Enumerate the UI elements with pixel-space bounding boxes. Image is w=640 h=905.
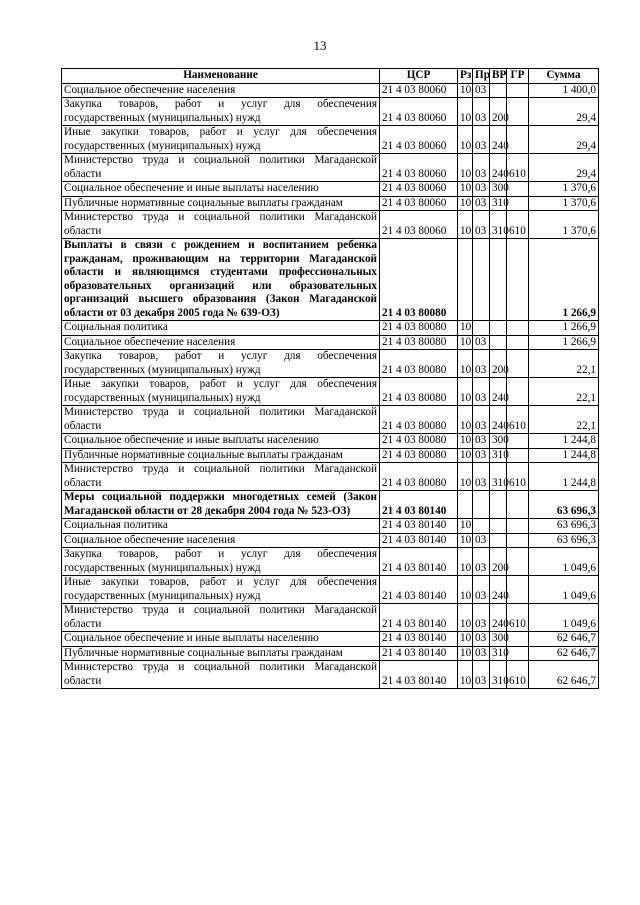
cell-csr: 21 4 03 80080 [380,378,458,406]
cell-sum: 1 266,9 [529,335,599,350]
cell-pr [473,519,490,534]
cell-csr: 21 4 03 80140 [380,576,458,604]
cell-sum: 1 400,0 [529,83,599,98]
cell-rz: 10 [458,463,473,491]
table-row [62,548,599,576]
cell-pr: 03 [473,661,490,689]
cell-rz: 10 [458,126,473,154]
table-row [62,646,599,661]
cell-sum: 1 049,6 [529,604,599,632]
table-row [62,632,599,647]
cell-rz: 10 [458,211,473,239]
table-header-row [62,69,599,84]
cell-rz: 10 [458,196,473,211]
cell-gr: 610 [507,661,529,689]
cell-name: Социальное обеспечение и иные выплаты населению [62,632,380,647]
cell-vr: 310 [490,661,507,689]
header-name: Наименование [62,69,380,84]
table-row [62,211,599,239]
cell-name: Министерство труда и социальной политики Магаданской области [62,211,380,239]
cell-csr: 21 4 03 80140 [380,646,458,661]
cell-name: Публичные нормативные социальные выплаты гражданам [62,448,380,463]
cell-sum: 1 244,8 [529,434,599,449]
page-number: 13 [313,38,327,53]
table-row [62,434,599,449]
cell-csr: 21 4 03 80080 [380,321,458,336]
cell-sum: 1 266,9 [529,321,599,336]
cell-csr: 21 4 03 80080 [380,239,458,321]
cell-vr [490,519,507,534]
cell-gr [507,576,529,604]
cell-rz [458,491,473,519]
table-row [62,83,599,98]
cell-name: Меры социальной поддержки многодетных семей (Закон Магаданской области от 28 декабря 2004 года № 523-ОЗ) [62,491,380,519]
table-row [62,604,599,632]
cell-vr: 310 [490,448,507,463]
cell-pr: 03 [473,434,490,449]
cell-gr: 610 [507,154,529,182]
cell-vr [490,533,507,548]
cell-sum: 1 370,6 [529,196,599,211]
cell-csr: 21 4 03 80080 [380,434,458,449]
cell-pr: 03 [473,463,490,491]
cell-vr: 240 [490,576,507,604]
cell-sum: 62 646,7 [529,632,599,647]
cell-pr: 03 [473,646,490,661]
header-sum: Сумма [529,69,599,84]
cell-pr: 03 [473,632,490,647]
cell-vr: 240 [490,406,507,434]
header-csr: ЦСР [380,69,458,84]
cell-csr: 21 4 03 80140 [380,661,458,689]
cell-gr: 610 [507,406,529,434]
cell-pr: 03 [473,576,490,604]
cell-vr [490,335,507,350]
cell-sum: 63 696,3 [529,533,599,548]
cell-gr [507,321,529,336]
cell-pr: 03 [473,350,490,378]
cell-gr [507,182,529,197]
header-gr: ГР [507,69,529,84]
cell-vr: 200 [490,98,507,126]
cell-rz: 10 [458,519,473,534]
cell-gr [507,196,529,211]
cell-gr [507,98,529,126]
cell-name: Министерство труда и социальной политики Магаданской области [62,154,380,182]
cell-gr [507,533,529,548]
cell-vr: 300 [490,182,507,197]
cell-gr [507,448,529,463]
cell-csr: 21 4 03 80140 [380,519,458,534]
cell-name: Публичные нормативные социальные выплаты гражданам [62,646,380,661]
cell-name: Министерство труда и социальной политики Магаданской области [62,463,380,491]
cell-name: Социальная политика [62,519,380,534]
cell-name: Социальная политика [62,321,380,336]
cell-csr: 21 4 03 80080 [380,350,458,378]
cell-csr: 21 4 03 80060 [380,211,458,239]
cell-gr [507,239,529,321]
table-row [62,533,599,548]
cell-pr: 03 [473,211,490,239]
table-row [62,576,599,604]
cell-pr: 03 [473,406,490,434]
cell-rz: 10 [458,154,473,182]
cell-sum: 1 049,6 [529,576,599,604]
cell-rz: 10 [458,448,473,463]
table-row [62,491,599,519]
table-row [62,448,599,463]
cell-gr [507,632,529,647]
cell-gr [507,83,529,98]
cell-rz: 10 [458,661,473,689]
cell-gr [507,378,529,406]
cell-pr: 03 [473,335,490,350]
cell-vr: 300 [490,632,507,647]
cell-rz: 10 [458,646,473,661]
cell-sum: 63 696,3 [529,491,599,519]
cell-vr: 240 [490,378,507,406]
cell-csr: 21 4 03 80080 [380,448,458,463]
cell-name: Закупка товаров, работ и услуг для обеспечения государственных (муниципальных) нужд [62,98,380,126]
table-row [62,239,599,321]
cell-name: Социальное обеспечение населения [62,533,380,548]
cell-rz: 10 [458,548,473,576]
table-row [62,406,599,434]
cell-vr [490,491,507,519]
cell-sum: 22,1 [529,350,599,378]
cell-pr: 03 [473,604,490,632]
cell-csr: 21 4 03 80060 [380,154,458,182]
budget-table [61,68,599,689]
cell-rz: 10 [458,434,473,449]
cell-rz: 10 [458,576,473,604]
cell-name: Министерство труда и социальной политики Магаданской области [62,604,380,632]
cell-sum: 1 370,6 [529,182,599,197]
cell-name: Публичные нормативные социальные выплаты гражданам [62,196,380,211]
cell-csr: 21 4 03 80140 [380,491,458,519]
cell-sum: 29,4 [529,126,599,154]
cell-vr: 300 [490,434,507,449]
cell-rz: 10 [458,406,473,434]
cell-sum: 1 244,8 [529,448,599,463]
table-row [62,335,599,350]
cell-sum: 1 266,9 [529,239,599,321]
cell-csr: 21 4 03 80140 [380,548,458,576]
cell-vr: 310 [490,646,507,661]
cell-csr: 21 4 03 80080 [380,463,458,491]
table-row [62,321,599,336]
cell-sum: 63 696,3 [529,519,599,534]
cell-pr [473,239,490,321]
cell-name: Социальное обеспечение и иные выплаты населению [62,182,380,197]
cell-sum: 1 370,6 [529,211,599,239]
cell-rz: 10 [458,182,473,197]
cell-gr [507,434,529,449]
cell-pr: 03 [473,548,490,576]
table-body [62,83,599,689]
cell-csr: 21 4 03 80060 [380,182,458,197]
table-row [62,519,599,534]
cell-pr [473,321,490,336]
cell-sum: 62 646,7 [529,646,599,661]
cell-pr: 03 [473,83,490,98]
cell-name: Социальное обеспечение населения [62,335,380,350]
cell-csr: 21 4 03 80060 [380,83,458,98]
cell-sum: 29,4 [529,98,599,126]
table-row [62,196,599,211]
cell-sum: 1 244,8 [529,463,599,491]
cell-csr: 21 4 03 80060 [380,98,458,126]
cell-csr: 21 4 03 80140 [380,533,458,548]
cell-sum: 1 049,6 [529,548,599,576]
cell-gr [507,548,529,576]
cell-gr: 610 [507,463,529,491]
cell-rz: 10 [458,83,473,98]
cell-gr [507,646,529,661]
cell-rz: 10 [458,98,473,126]
cell-pr: 03 [473,378,490,406]
cell-name: Социальное обеспечение населения [62,83,380,98]
cell-csr: 21 4 03 80140 [380,604,458,632]
cell-rz [458,239,473,321]
cell-name: Выплаты в связи с рождением и воспитанием ребенка гражданам, проживающим на территории Магаданской области и являющимся студентами профессиональных образовательных организаций или образовательных организаций высшего образования (Закон Магаданской области от 03 декабря 2005 года № 639-ОЗ) [62,239,380,321]
table-row [62,463,599,491]
cell-gr [507,126,529,154]
cell-pr: 03 [473,126,490,154]
cell-pr: 03 [473,448,490,463]
cell-name: Иные закупки товаров, работ и услуг для обеспечения государственных (муниципальных) нужд [62,576,380,604]
cell-gr: 610 [507,604,529,632]
table-row [62,126,599,154]
cell-gr [507,519,529,534]
cell-pr: 03 [473,182,490,197]
cell-name: Иные закупки товаров, работ и услуг для обеспечения государственных (муниципальных) нужд [62,126,380,154]
cell-vr [490,83,507,98]
cell-pr: 03 [473,533,490,548]
header-pr: Пр [473,69,490,84]
header-rz: Рз [458,69,473,84]
cell-rz: 10 [458,632,473,647]
cell-sum: 22,1 [529,378,599,406]
table-row [62,154,599,182]
cell-gr: 610 [507,211,529,239]
table-row [62,378,599,406]
cell-vr: 240 [490,604,507,632]
cell-sum: 22,1 [529,406,599,434]
cell-csr: 21 4 03 80060 [380,126,458,154]
cell-gr [507,350,529,378]
cell-vr: 310 [490,463,507,491]
cell-vr: 240 [490,126,507,154]
cell-gr [507,491,529,519]
cell-rz: 10 [458,378,473,406]
cell-pr: 03 [473,98,490,126]
cell-csr: 21 4 03 80140 [380,632,458,647]
cell-rz: 10 [458,604,473,632]
table-row [62,182,599,197]
cell-csr: 21 4 03 80080 [380,406,458,434]
header-vr: ВР [490,69,507,84]
cell-vr: 240 [490,154,507,182]
table-row [62,98,599,126]
cell-vr [490,321,507,336]
cell-vr: 310 [490,211,507,239]
cell-gr [507,335,529,350]
cell-csr: 21 4 03 80080 [380,335,458,350]
table-row [62,350,599,378]
cell-pr: 03 [473,196,490,211]
cell-vr: 310 [490,196,507,211]
cell-name: Иные закупки товаров, работ и услуг для обеспечения государственных (муниципальных) нужд [62,378,380,406]
cell-vr [490,239,507,321]
cell-vr: 200 [490,548,507,576]
cell-vr: 200 [490,350,507,378]
cell-name: Закупка товаров, работ и услуг для обеспечения государственных (муниципальных) нужд [62,350,380,378]
cell-rz: 10 [458,350,473,378]
cell-pr [473,491,490,519]
cell-name: Социальное обеспечение и иные выплаты населению [62,434,380,449]
cell-rz: 10 [458,321,473,336]
cell-csr: 21 4 03 80060 [380,196,458,211]
cell-name: Министерство труда и социальной политики Магаданской области [62,661,380,689]
cell-pr: 03 [473,154,490,182]
cell-rz: 10 [458,335,473,350]
cell-rz: 10 [458,533,473,548]
cell-name: Министерство труда и социальной политики Магаданской области [62,406,380,434]
cell-sum: 29,4 [529,154,599,182]
table-row [62,661,599,689]
cell-sum: 62 646,7 [529,661,599,689]
cell-name: Закупка товаров, работ и услуг для обеспечения государственных (муниципальных) нужд [62,548,380,576]
